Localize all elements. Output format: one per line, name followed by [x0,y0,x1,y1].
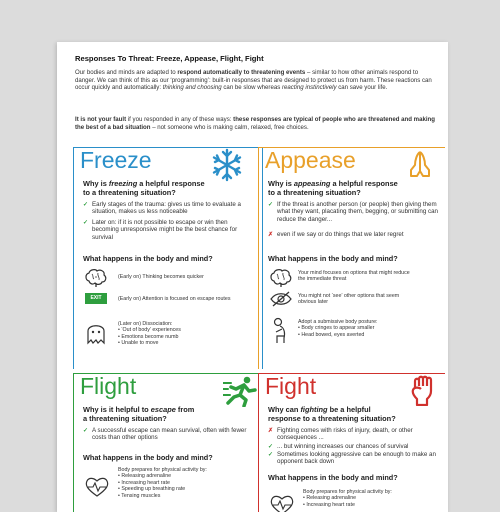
fight-bullet-2: ✓ ... but winning increases our chances of survival [268,443,409,450]
text-run: thinking and choosing [162,84,222,92]
exit-sign-icon [85,293,107,304]
flight-title: Flight [80,373,137,399]
text-run: if you responded in any of these ways: [126,116,234,123]
text-run: respond automatically to threatening events [177,69,306,76]
fight-bullet-3: ✓ Sometimes looking aggressive can be enough to make an opponent back down [268,451,436,466]
flight-panel [73,369,263,512]
fight-panel [258,369,445,512]
freeze-item-1: (Early on) Thinking becomes quicker [118,274,204,280]
flight-item-1: Body prepares for physical activity by: • Releasing adrenaline • Increasing heart rate • Speeding up breathing rate • Tensing muscles [118,467,207,499]
text-run: Our bodies and minds are adapted to [75,69,178,76]
text-run: can be slow whereas [221,84,282,92]
appease-title: Appease [265,147,356,173]
freeze-item-3: (Later on) Dissociation: • ‘Out of body’ experiences • Emotions become numb • Unable to move [118,321,181,347]
ghost-icon [85,321,107,345]
text-run: these responses are typical of people who are threatened and making the best of a bad situation [75,116,436,131]
text-run: – similar to how other animals respond to danger. We can think of this as our ‘programming’: built-in responses that are designed to protect us from harm. These reactions can occur quickly and automatically: [75,69,432,92]
intro-paragraph [75,69,435,92]
appease-bullet-1: ✓ If the threat is another person (or people) then giving them what they want, placating them, begging, or submitting can reduce the danger... [268,201,438,223]
not-your-fault-paragraph [75,116,435,131]
appease-item-3: Adopt a submissive body posture: • Body cringes to appear smaller • Head bowed, eyes averted [298,319,378,338]
running-person-icon [223,375,257,407]
freeze-title: Freeze [80,147,152,173]
fight-body-heading: What happens in the body and mind? [268,473,398,482]
freeze-question: Why is freezing a helpful response to a threatening situation? [83,179,205,197]
fight-item-1: Body prepares for physical activity by: • Releasing adrenaline • Increasing heart rate [303,489,392,508]
appease-question: Why is appeasing a helpful response to a threatening situation? [268,179,398,197]
exit-sign-text: EXIT [90,295,102,301]
page-title: Responses To Threat: Freeze, Appease, Flight, Fight [75,54,264,63]
fight-bullet-1: ✗ Fighting comes with risks of injury, death, or other consequences ... [268,427,413,442]
snowflake-icon [209,147,245,183]
freeze-bullet-2: ✓ Later on: if it is not possible to escape or win then becoming unresponsive might be the best chance for survival [83,219,238,241]
crossed-eye-icon [270,291,292,307]
brain-icon [270,269,292,287]
freeze-item-2: (Early on) Attention is focused on escape routes [118,296,231,302]
text-run: can save your life. [336,84,388,92]
worksheet-page [57,42,448,512]
flight-bullet-1: ✓ A successful escape can mean survival, often with fewer costs than other options [83,427,247,442]
brain-icon [85,269,107,287]
appease-panel [258,143,445,369]
appease-item-2: You might not ‘see’ other options that seem obvious later [298,293,400,306]
fight-title: Fight [265,373,317,399]
text-run: It is not your fault [75,116,127,123]
text-run: – not someone who is making calm, relaxed, free choices. [150,123,309,131]
heartbeat-icon [270,495,294,512]
praying-hands-icon [404,148,436,180]
flight-question: Why is it helpful to escape from a threatening situation? [83,405,195,423]
text-run: reacting instinctively [281,84,337,92]
appease-bullet-2: ✗ even if we say or do things that we later regret [268,231,404,238]
freeze-panel [73,143,263,369]
freeze-body-heading: What happens in the body and mind? [83,254,213,263]
freeze-bullet-1: ✓ Early stages of the trauma: gives us time to evaluate a situation, makes us less noticeable [83,201,241,216]
fight-question: Why can fighting be a helpful response to a threatening situation? [268,405,396,423]
flight-body-heading: What happens in the body and mind? [83,453,213,462]
heartbeat-icon [85,477,109,497]
submissive-person-icon [271,316,291,344]
appease-item-1: Your mind focuses on options that might reduce the immediate threat [298,270,410,283]
appease-body-heading: What happens in the body and mind? [268,254,398,263]
fist-icon [408,374,438,406]
